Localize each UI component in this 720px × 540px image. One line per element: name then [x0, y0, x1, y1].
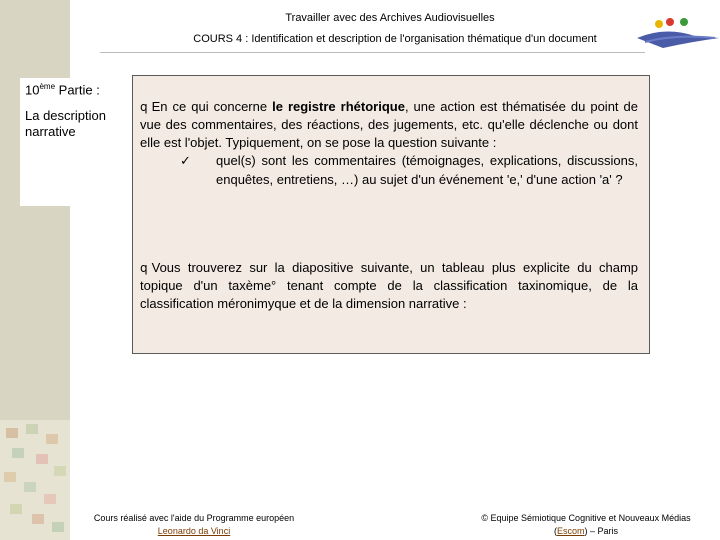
course-title: Travailler avec des Archives Audiovisuelles: [285, 12, 495, 24]
paragraph-next-slide: [140, 259, 638, 313]
bullet-icon: q: [140, 261, 148, 275]
decor-square: [10, 504, 22, 514]
footer-left: [74, 512, 314, 538]
logo-dot-yellow: [655, 20, 663, 28]
decor-square: [4, 472, 16, 482]
decor-square: [54, 466, 66, 476]
paragraph-rhetorical-register: [140, 98, 638, 189]
check-item-text: quel(s) sont les commentaires (témoignages, explications, discussions, enquêtes, entretiens, …) au sujet d'un événement 'e,' d'une action 'a' ?: [216, 153, 638, 187]
program-logo: [635, 12, 720, 57]
decor-square: [6, 428, 18, 438]
decor-square: [52, 522, 64, 532]
footer-right-text: © Equipe Sémiotique Cognitive et Nouveaux Médias: [481, 513, 691, 523]
part-sup: ème: [39, 82, 56, 91]
decor-square: [12, 448, 24, 458]
p1-bold: le registre rhétorique: [272, 99, 405, 114]
decor-square: [26, 424, 38, 434]
leonardo-link[interactable]: Leonardo da Vinci: [157, 526, 231, 536]
decorative-squares: [0, 420, 70, 540]
escom-link[interactable]: Escom: [556, 526, 585, 536]
part-subtitle: La description narrative: [25, 108, 106, 139]
decor-square: [44, 494, 56, 504]
p1-rest: , une action est thématisée du point de vue des commentaires, des réactions, des jugements, etc. qu'elle déclenche ou dont elle est l'objet. Typiquement, on se pose la question suivante :: [140, 99, 638, 150]
course-subtitle: COURS 4 : Identification et description de l'organisation thématique d'un document: [193, 33, 597, 45]
header-divider: [100, 52, 645, 53]
p1-prefix: En ce qui concerne: [151, 99, 273, 114]
logo-swoosh: [637, 31, 719, 48]
section-panel: [20, 78, 132, 206]
decor-square: [24, 482, 36, 492]
decor-square: [36, 454, 48, 464]
part-title: [25, 82, 100, 97]
footer-left-text: Cours réalisé avec l'aide du Programme européen: [93, 513, 295, 523]
logo-dot-green: [680, 18, 688, 26]
decor-square: [46, 434, 58, 444]
check-list-item: [180, 152, 638, 189]
part-suffix: Partie :: [58, 82, 100, 98]
footer-right-open: (: [553, 526, 557, 536]
footer-right: [455, 512, 717, 538]
content-panel: [132, 75, 650, 354]
logo-dot-red: [666, 18, 674, 26]
decor-square: [32, 514, 44, 524]
part-number: 10: [25, 82, 40, 98]
footer-right-close: ) – Paris: [584, 526, 619, 536]
bullet-icon: q: [140, 100, 148, 114]
p2-text: Vous trouverez sur la diapositive suivante, un tableau plus explicite du champ topique d'un taxème° tenant compte de la classification taxinomique, de la classification méronimyque et de la dimension narrative :: [140, 260, 638, 311]
checkmark-icon: ✓: [180, 154, 191, 169]
